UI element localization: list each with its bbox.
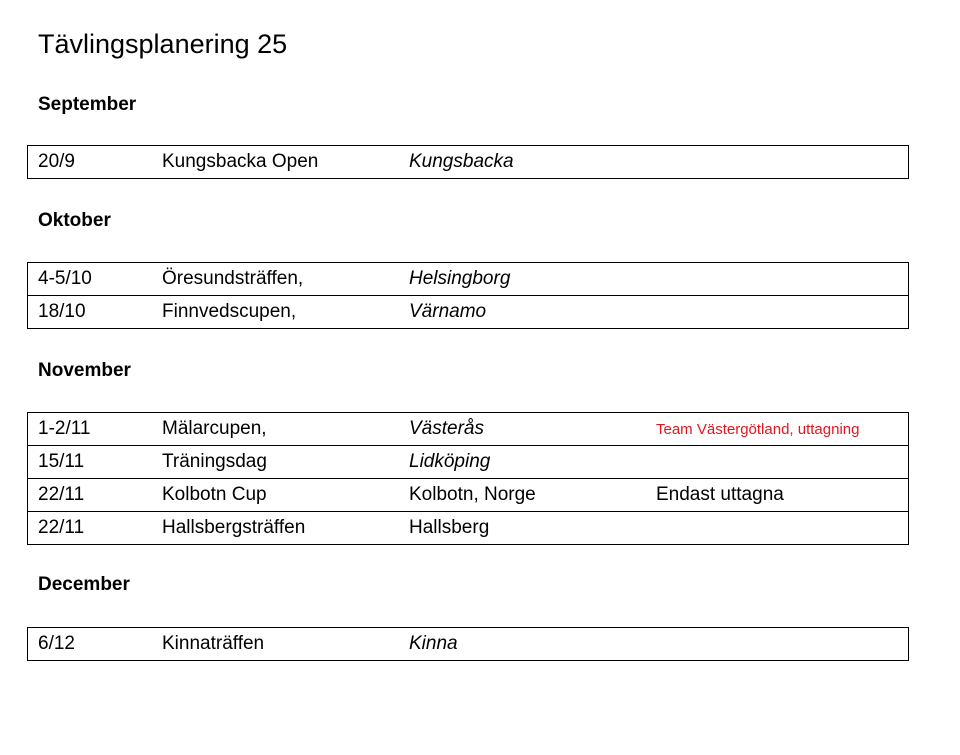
event-cell: Finnvedscupen, xyxy=(162,301,297,322)
schedule-table-november xyxy=(27,412,909,545)
date-cell: 4-5/10 xyxy=(38,268,92,289)
place-cell: Kungsbacka xyxy=(409,151,514,172)
place-cell: Kinna xyxy=(409,633,458,654)
date-cell: 15/11 xyxy=(38,451,85,472)
place-cell: Västerås xyxy=(409,418,484,439)
date-cell: 22/11 xyxy=(38,484,85,505)
event-cell: Mälarcupen, xyxy=(162,418,267,439)
month-heading-oktober: Oktober xyxy=(38,210,111,231)
table-row xyxy=(28,146,908,178)
schedule-table-september xyxy=(27,145,909,179)
date-cell: 6/12 xyxy=(38,633,75,654)
schedule-table-oktober xyxy=(27,262,909,329)
place-cell: Helsingborg xyxy=(409,268,511,289)
month-heading-september: September xyxy=(38,94,137,115)
place-cell: Lidköping xyxy=(409,451,491,472)
table-row xyxy=(28,263,908,295)
table-row xyxy=(28,445,908,478)
event-cell: Hallsbergsträffen xyxy=(162,517,306,538)
event-cell: Kungsbacka Open xyxy=(162,151,319,172)
schedule-table-december xyxy=(27,627,909,661)
note-cell: Team Västergötland, uttagning xyxy=(656,420,860,438)
date-cell: 20/9 xyxy=(38,151,75,172)
date-cell: 18/10 xyxy=(38,301,86,322)
month-heading-november: November xyxy=(38,360,131,381)
month-heading-december: December xyxy=(38,574,130,595)
date-cell: 1-2/11 xyxy=(38,418,91,439)
event-cell: Kinnaträffen xyxy=(162,633,265,654)
table-row xyxy=(28,478,908,511)
page-title: Tävlingsplanering 25 xyxy=(38,29,288,59)
note-cell: Endast uttagna xyxy=(656,484,784,505)
event-cell: Kolbotn Cup xyxy=(162,484,267,505)
place-cell: Kolbotn, Norge xyxy=(409,484,536,505)
event-cell: Träningsdag xyxy=(162,451,267,472)
date-cell: 22/11 xyxy=(38,517,85,538)
table-row xyxy=(28,511,908,544)
table-row xyxy=(28,295,908,328)
table-row xyxy=(28,413,908,445)
place-cell: Hallsberg xyxy=(409,517,490,538)
place-cell: Värnamo xyxy=(409,301,487,322)
event-cell: Öresundsträffen, xyxy=(162,268,304,289)
table-row xyxy=(28,628,908,660)
